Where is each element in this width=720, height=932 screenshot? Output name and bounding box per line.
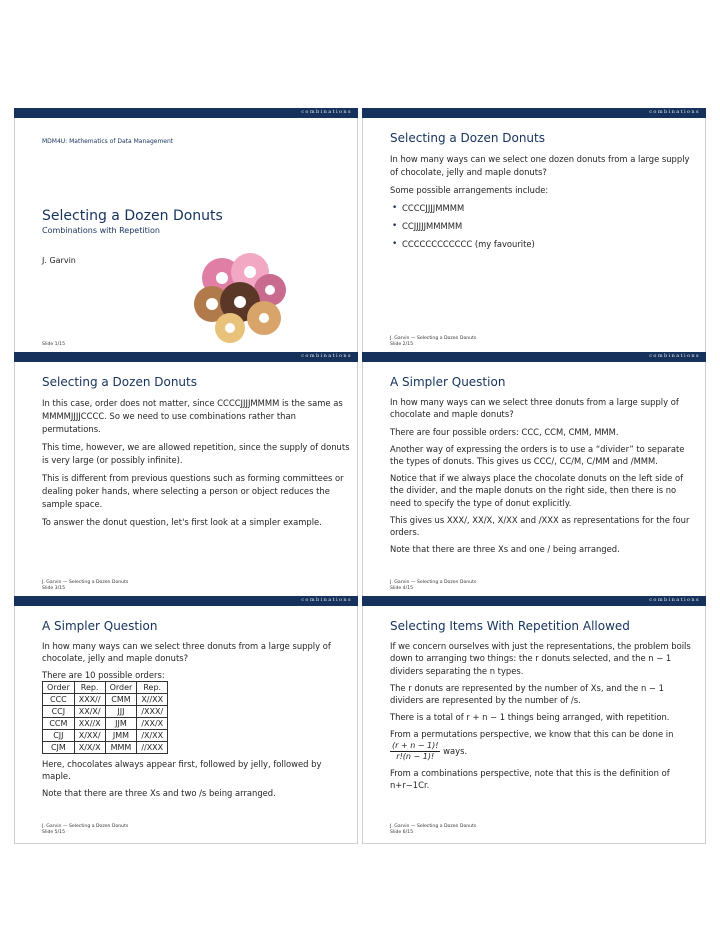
table-cell: CJM [43, 742, 75, 754]
slide-number: Slide 6/15 [390, 830, 413, 835]
column-header: Rep. [74, 682, 105, 694]
footer-author: J. Garvin — Selecting a Dozen Donuts [390, 336, 477, 341]
header-label: combinations [301, 109, 352, 115]
paragraph: This is different from previous questions such as forming committees or dealing poker hands, where selecting a person or object reduces the sample space. [42, 473, 344, 509]
slide-footer [390, 824, 476, 836]
table-cell: /X/XX [137, 730, 168, 742]
footer-author: J. Garvin — Selecting a Dozen Donuts [42, 580, 129, 585]
table-row [43, 730, 168, 742]
slide-footer [390, 580, 476, 592]
paragraph: From a combinations perspective, note that this is the definition of n+r−1Cr. [390, 767, 670, 790]
paragraph: This time, however, we are allowed repetition, since the supply of donuts is very large (or possibly infinite). [42, 442, 350, 465]
header-bar [362, 108, 706, 118]
table-cell: //XXX [137, 742, 168, 754]
slide-title: Selecting a Dozen Donuts [42, 375, 197, 389]
column-header: Order [43, 682, 75, 694]
fraction [390, 741, 440, 762]
fraction-denominator: r!(n − 1)! [396, 751, 435, 761]
paragraph: In how many ways can we select three donuts from a large supply of chocolate, jelly and maple donuts? [42, 641, 331, 663]
table-cell: X//XX [137, 694, 168, 706]
slide-footer [42, 342, 65, 348]
table-cell: /XXX/ [137, 706, 168, 718]
slide-footer [390, 336, 476, 348]
table-cell: /XX/X [137, 718, 168, 730]
paragraph: In how many ways can we select one dozen donuts from a large supply of chocolate, jelly and maple donuts? [390, 154, 690, 177]
slide-number: Slide 2/15 [390, 342, 413, 347]
table-cell: CMM [105, 694, 137, 706]
slide-body [390, 126, 698, 256]
paragraph: To answer the donut question, let's first look at a simpler example. [42, 517, 322, 527]
table-cell: JMM [105, 730, 137, 742]
table-header-row [43, 682, 168, 694]
footer-author: J. Garvin — Selecting a Dozen Donuts [390, 824, 477, 829]
paragraph: Note that there are three Xs and two /s being arranged. [42, 788, 276, 798]
paragraph: In this case, order does not matter, since CCCCJJJJMMMM is the same as MMMMJJJJCCCC. So we need to use combinations rather than permutations. [42, 398, 343, 434]
slide-body [42, 370, 350, 534]
header-label: combinations [649, 597, 700, 603]
header-label: combinations [649, 353, 700, 359]
column-header: Rep. [137, 682, 168, 694]
slide-title: Selecting a Dozen Donuts [390, 131, 545, 145]
table-row [43, 742, 168, 754]
table-cell: JJM [105, 718, 137, 730]
presentation-title: Selecting a Dozen Donuts [42, 208, 223, 224]
table-cell: CCC [43, 694, 75, 706]
fraction-numerator: (r + n − 1)! [392, 740, 439, 750]
slide-footer [42, 824, 128, 836]
header-bar [14, 352, 358, 362]
table-row [43, 694, 168, 706]
slide-1 [14, 108, 358, 356]
header-bar [14, 108, 358, 118]
slide-number: Slide 4/15 [390, 586, 413, 591]
slide-body [42, 614, 350, 804]
slide-number: Slide 1/15 [42, 342, 65, 347]
paragraph: There is a total of r + n − 1 things being arranged, with repetition. [390, 712, 670, 723]
footer-author: J. Garvin — Selecting a Dozen Donuts [42, 824, 129, 829]
table-cell: X/XX/ [74, 730, 105, 742]
footer-author: J. Garvin — Selecting a Dozen Donuts [390, 580, 477, 585]
list-item: • CCCCJJJJMMMM [402, 202, 698, 215]
paragraph: Here, chocolates always appear first, followed by jelly, followed by maple. [42, 759, 322, 781]
table-cell: JJJ [105, 706, 137, 718]
slide-title: Selecting Items With Repetition Allowed [390, 619, 630, 633]
paragraph: Some possible arrangements include: [390, 185, 549, 195]
header-label: combinations [301, 353, 352, 359]
paragraph: There are four possible orders: CCC, CCM, CMM, MMM. [390, 426, 619, 437]
course-name: MDM4U: Mathematics of Data Management [42, 138, 174, 145]
column-header: Order [105, 682, 137, 694]
header-label: combinations [649, 109, 700, 115]
bullet-list [390, 202, 698, 251]
paragraph: The r donuts are represented by the number of Xs, and the n − 1 dividers are represented by the number of /s. [390, 682, 664, 706]
slide-4 [362, 352, 706, 600]
slide-title: A Simpler Question [42, 619, 158, 633]
slide-number: Slide 5/15 [42, 830, 65, 835]
table-row [43, 718, 168, 730]
presentation-subtitle: Combinations with Repetition [42, 226, 160, 235]
representation-table [42, 681, 168, 754]
header-label: combinations [301, 597, 352, 603]
formula-tail: ways. [443, 745, 468, 756]
formula-lead: From a permutations perspective, we know that this can be done in [390, 729, 674, 740]
paragraph: This gives us XXX/, XX/X, X/XX and /XXX as representations for the four orders. [390, 514, 690, 538]
slide-3 [14, 352, 358, 600]
paragraph: There are 10 possible orders: [42, 670, 165, 680]
header-bar [14, 596, 358, 606]
slide-footer [42, 580, 128, 592]
list-item: • CCJJJJJMMMMM [402, 220, 698, 233]
slide-2 [362, 108, 706, 356]
table-cell: XX//X [74, 718, 105, 730]
table-cell: XX/X/ [74, 706, 105, 718]
paragraph: Another way of expressing the orders is to use a “divider” to separate the types of donuts. This gives us CCC/, CC/M, C/MM and /MMM. [390, 443, 685, 467]
slide-body [390, 614, 698, 796]
table-cell: MMM [105, 742, 137, 754]
table-cell: CCM [43, 718, 75, 730]
table-row [43, 706, 168, 718]
formula-paragraph [390, 728, 698, 761]
slide-number: Slide 3/15 [42, 586, 65, 591]
slide-body [390, 370, 698, 560]
slide-5 [14, 596, 358, 844]
author: J. Garvin [42, 256, 76, 265]
paragraph: In how many ways can we select three donuts from a large supply of chocolate and maple donuts? [390, 397, 679, 420]
header-bar [362, 596, 706, 606]
header-bar [362, 352, 706, 362]
slide-6 [362, 596, 706, 844]
slide-title: A Simpler Question [390, 375, 506, 389]
table-cell: XXX// [74, 694, 105, 706]
paragraph: Note that there are three Xs and one / being arranged. [390, 544, 620, 555]
table-cell: X/X/X [74, 742, 105, 754]
donuts-image [182, 238, 292, 348]
paragraph: Notice that if we always place the chocolate donuts on the left side of the divider, and the maple donuts on the right side, then there is no need to specify the type of donut explicitly. [390, 473, 684, 508]
table-cell: CCJ [43, 706, 75, 718]
list-item: • CCCCCCCCCCCC (my favourite) [402, 238, 698, 251]
paragraph: If we concern ourselves with just the representations, the problem boils down to arranging two things: the r donuts selected, and the n − 1 dividers separating the n types. [390, 641, 691, 676]
table-cell: CJJ [43, 730, 75, 742]
